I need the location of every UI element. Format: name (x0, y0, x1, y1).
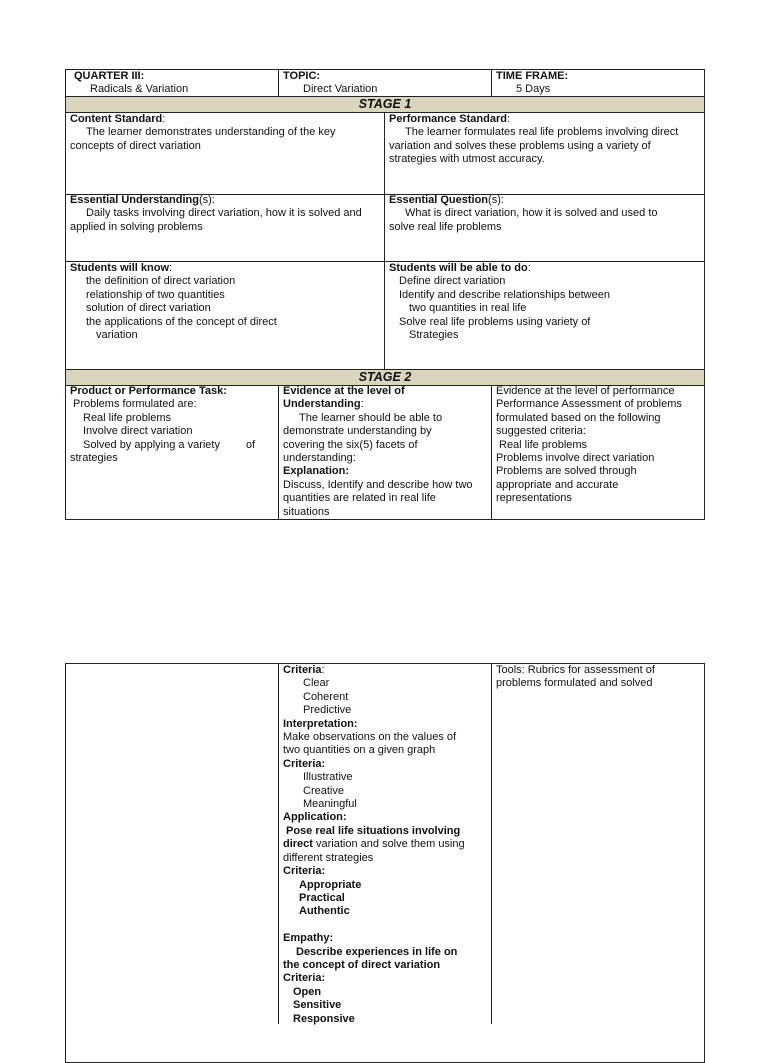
performance-standard-cell: Performance Standard: The learner formulates real life problems involving direct variation and solves these problems using a variety of strategies with utmost accuracy. (389, 113, 679, 166)
timeframe-cell: TIME FRAME: 5 Days (496, 70, 569, 96)
essential-question-cell: Essential Question(s): What is direct variation, how it is solved and used to solve real life problems (389, 194, 658, 233)
evidence-understanding-cell: Evidence at the level of Understanding: The learner should be able to demonstrate understanding by covering the six(5) facets of understanding: Explanation: Discuss, Identify and describe how two quantities are related in real life situations (283, 385, 473, 518)
tools-cell: Tools: Rubrics for assessment of problems formulated and solved (496, 664, 655, 690)
quarter-cell: QUARTER III: Radicals & Variation (74, 70, 189, 96)
essential-understanding-cell: Essential Understanding(s): Daily tasks involving direct variation, how it is solved and applied in solving problems (70, 194, 362, 233)
product-task-cell: Product or Performance Task: Problems formulated are: Real life problems Involve direct variation Solved by applying a variety of strategies (70, 385, 256, 465)
topic-cell: TOPIC: Direct Variation (283, 70, 378, 96)
content-standard-cell: Content Standard: The learner demonstrates understanding of the key concepts of direct variation (70, 113, 336, 152)
stage2-heading: STAGE 2 (66, 370, 704, 385)
students-able-cell: Students will be able to do: Define direct variation Identify and describe relationships between two quantities in real life Solve real life problems using variety of Strategies (389, 262, 610, 342)
evidence-performance-cell: Evidence at the level of performance Performance Assessment of problems formulated based on the following suggested criteria: Real life problems Problems involve direct variation Problems are solved through appropriate and accurate representations (496, 385, 682, 505)
students-will-know-cell: Students will know: the definition of direct variation relationship of two quantities solution of direct variation the applications of the concept of direct variation (70, 262, 277, 342)
stage1-heading: STAGE 1 (66, 97, 704, 112)
criteria-column: Criteria: Clear Coherent Predictive Interpretation: Make observations on the values of two quantities on a given graph Criteria: Illustrative Creative Meaningful Application: Pose real life situations involving direct variation and solve them using different strategies Criteria: Appropriate Practical Authentic Empathy: Describe experiences in life on the concept of direct variation Criteria: Open Sensitive Responsive (283, 664, 465, 1025)
